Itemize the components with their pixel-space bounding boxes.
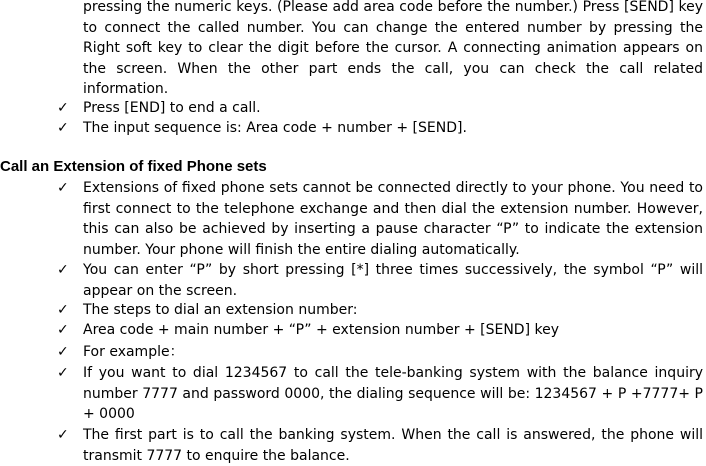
- list-item-for-example: For example：: [83, 344, 184, 360]
- list-item-input-sequence: The input sequence is: Area code + number + [SEND].: [83, 120, 467, 136]
- section-heading: Call an Extension of fixed Phone sets: [0, 158, 267, 175]
- list-item-first-part: The first part is to call the banking system. When the call is answered, the phone will transmit 7777 to enquire the balance.: [83, 427, 703, 464]
- check-icon: ✓: [57, 302, 69, 318]
- list-item-end-call: Press [END] to end a call.: [83, 100, 261, 116]
- check-icon: ✓: [57, 180, 69, 196]
- list-item-extensions: Extensions of fixed phone sets cannot be connected directly to your phone. You need to first connect to the telephone exchange and then dial the extension number. However, this can also be achieved by inserting a pause character “P” to indicate the extension number. Your phone will finish the entire dialing automatically.: [83, 180, 703, 258]
- check-icon: ✓: [57, 100, 69, 116]
- check-icon: ✓: [57, 427, 69, 443]
- check-icon: ✓: [57, 120, 69, 136]
- list-item-sequence-format: Area code + main number + “P” + extension number + [SEND] key: [83, 322, 560, 338]
- list-item-enter-p: You can enter “P” by short pressing [*] three times successively, the symbol “P” will appear on the screen.: [83, 262, 703, 299]
- intro-paragraph: pressing the numeric keys. (Please add area code before the number.) Press [SEND] key to connect the called number. You can change the entered number by pressing the Right soft key to clear the digit before the cursor. A connecting animation appears on the screen. When the other part ends the call, you can check the call related information.: [83, 0, 703, 97]
- list-item-banking-example: If you want to dial 1234567 to call the tele-banking system with the balance inquiry number 7777 and password 0000, the dialing sequence will be: 1234567 + P +7777+ P + 0000: [83, 365, 703, 422]
- check-icon: ✓: [57, 344, 69, 360]
- list-item-steps: The steps to dial an extension number:: [83, 302, 358, 318]
- check-icon: ✓: [57, 365, 69, 381]
- check-icon: ✓: [57, 262, 69, 278]
- check-icon: ✓: [57, 322, 69, 338]
